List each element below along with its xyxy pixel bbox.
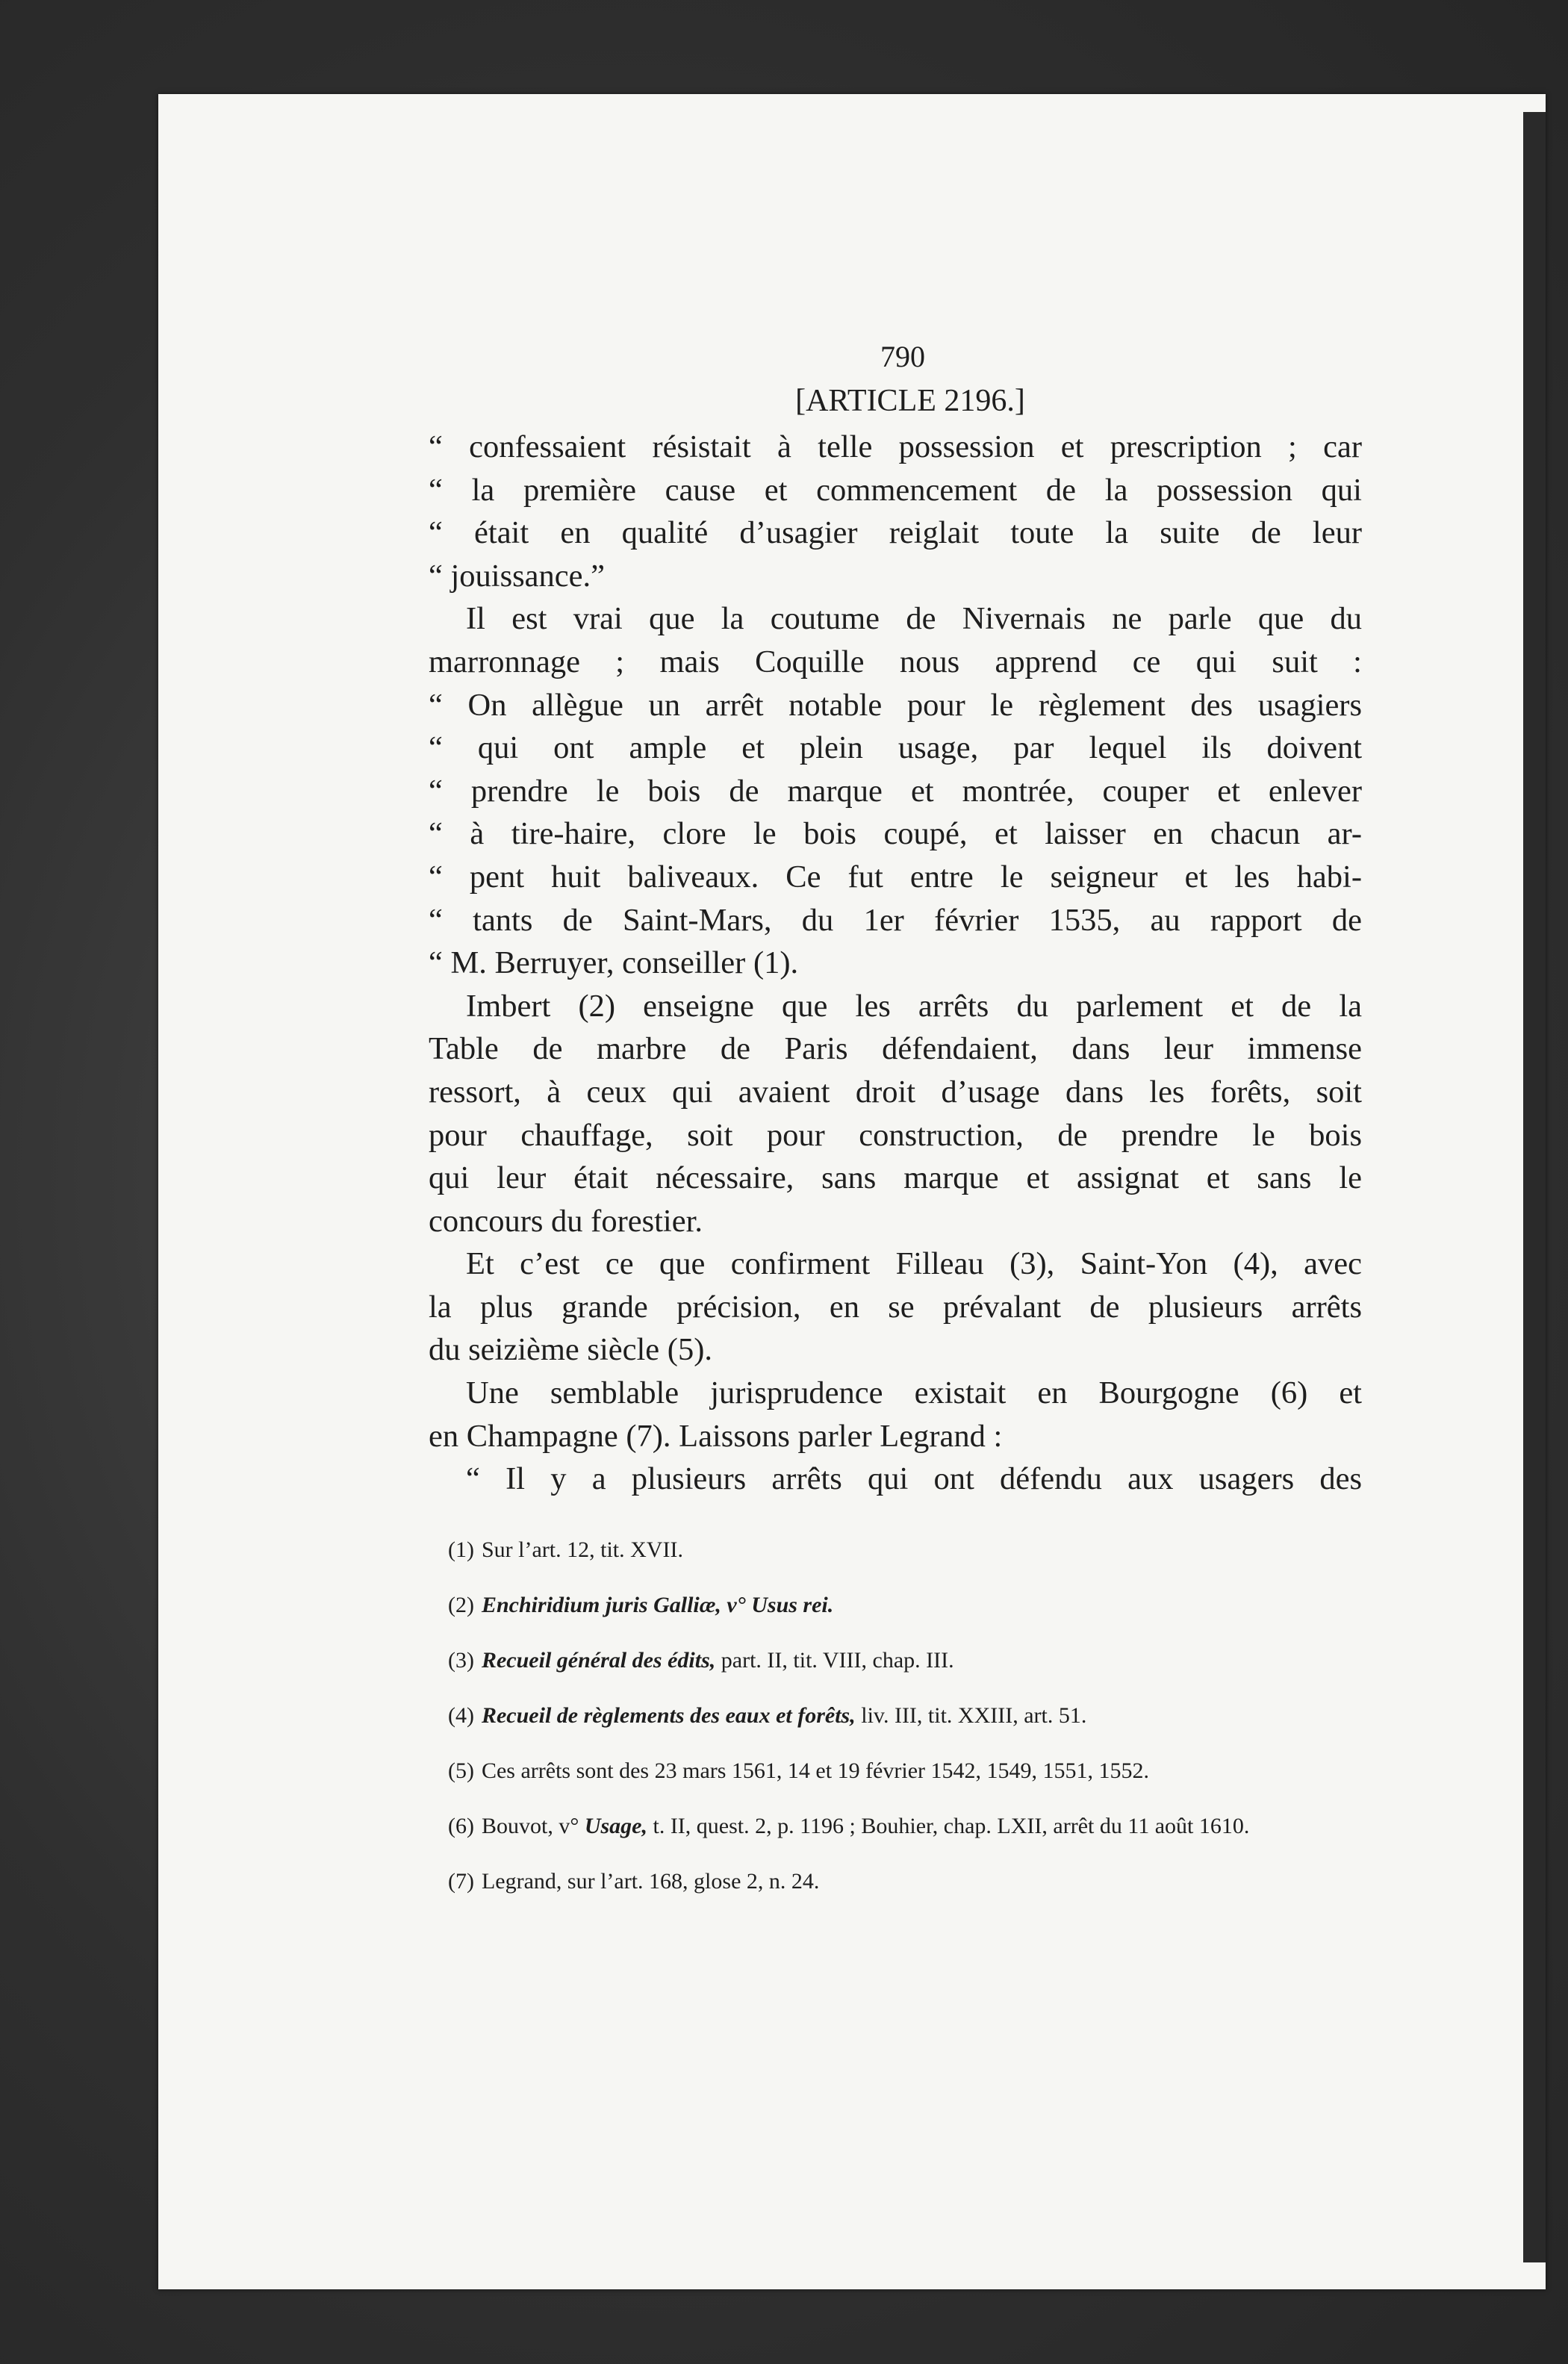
body-line: “ à tire-haire, clore le bois coupé, et laisser en chacun ar- [429, 816, 1362, 852]
body-line: Imbert (2) enseigne que les arrêts du parlement et de la [466, 988, 1362, 1024]
footnote-1: (1) Sur l’art. 12, tit. XVII. [448, 1537, 683, 1562]
body-line: Il est vrai que la coutume de Nivernais ne parle que du [466, 601, 1362, 637]
body-line: marronnage ; mais Coquille nous apprend ce qui suit : [429, 644, 1362, 679]
footnotes [429, 1535, 1362, 1897]
body-line: “ était en qualité d’usagier reiglait toute la suite de leur [429, 515, 1362, 551]
body-line: en Champagne (7). Laissons parler Legrand : [429, 1418, 1003, 1454]
footnote-2: (2) Enchiridium juris Galliæ, v° Usus rei. [448, 1592, 834, 1617]
footnote-6: (6) Bouvot, v° Usage, t. II, quest. 2, p. 1196 ; Bouhier, chap. LXII, arrêt du 11 août 1610. [448, 1813, 1250, 1838]
page-number: 790 [880, 340, 925, 373]
body-line: qui leur était nécessaire, sans marque et assignat et sans le [429, 1160, 1362, 1196]
footnote-7: (7) Legrand, sur l’art. 168, glose 2, n. 24. [448, 1868, 820, 1894]
body-line: concours du forestier. [429, 1203, 703, 1239]
body-line: “ tants de Saint-Mars, du 1er février 1535, au rapport de [429, 902, 1362, 938]
body-line: Une semblable jurisprudence existait en Bourgogne (6) et [466, 1375, 1362, 1411]
text-block [429, 336, 1362, 1922]
body-line: “ M. Berruyer, conseiller (1). [429, 945, 799, 981]
page-edge-shadow [1523, 112, 1546, 2262]
body-line: “ prendre le bois de marque et montrée, couper et enlever [429, 773, 1362, 809]
footnote-4: (4) Recueil de règlements des eaux et forêts, liv. III, tit. XXIII, art. 51. [448, 1702, 1087, 1728]
footnote-3: (3) Recueil général des édits, part. II, tit. VIII, chap. III. [448, 1647, 954, 1673]
running-head: [ARTICLE 2196.] [795, 384, 1025, 418]
body-line: du seizième siècle (5). [429, 1332, 712, 1368]
body-line: “ confessaient résistait à telle possession et prescription ; car [429, 429, 1362, 464]
body-line: la plus grande précision, en se prévalant de plusieurs arrêts [429, 1289, 1362, 1325]
body-line: “ jouissance.” [429, 558, 606, 594]
body-line: Table de marbre de Paris défendaient, dans leur immense [429, 1031, 1362, 1067]
body-line: “ Il y a plusieurs arrêts qui ont défendu aux usagers des [466, 1461, 1362, 1497]
footnote-5: (5) Ces arrêts sont des 23 mars 1561, 14 et 19 février 1542, 1549, 1551, 1552. [448, 1758, 1150, 1783]
body-line: “ la première cause et commencement de la possession qui [429, 472, 1362, 508]
body-line: “ qui ont ample et plein usage, par lequel ils doivent [429, 730, 1362, 766]
body-line: pour chauffage, soit pour construction, de prendre le bois [429, 1117, 1362, 1153]
body-line: “ pent huit baliveaux. Ce fut entre le seigneur et les habi- [429, 859, 1362, 895]
body-line: “ On allègue un arrêt notable pour le règlement des usagiers [429, 687, 1362, 723]
body-text [429, 426, 1362, 1501]
body-line: Et c’est ce que confirment Filleau (3), Saint-Yon (4), avec [466, 1246, 1362, 1282]
body-line: ressort, à ceux qui avaient droit d’usage dans les forêts, soit [429, 1074, 1362, 1110]
